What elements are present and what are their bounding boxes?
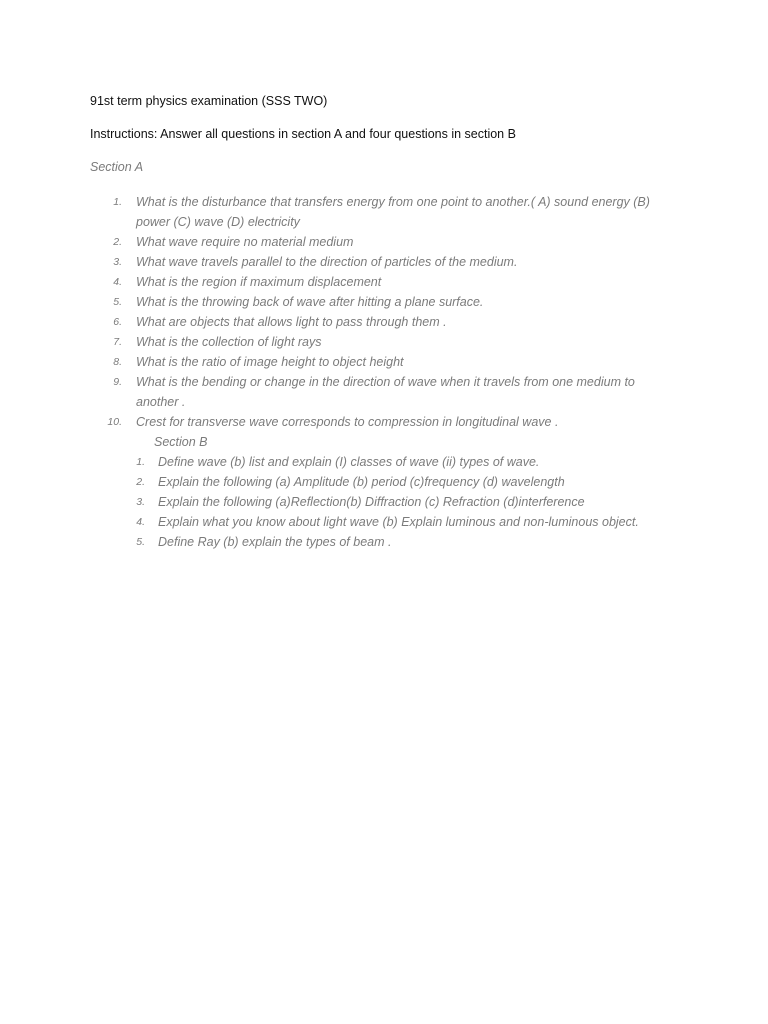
- question-text: Explain what you know about light wave (b) Explain luminous and non-luminous object.: [158, 515, 639, 529]
- question-number: 5.: [136, 536, 145, 548]
- question-number: 3.: [136, 496, 145, 508]
- section-a-question-2: [0, 232, 678, 252]
- section-b-question-2: [0, 472, 678, 492]
- question-text: What are objects that allows light to pass through them .: [136, 315, 447, 329]
- question-text: What is the collection of light rays: [136, 335, 322, 349]
- question-text: What is the disturbance that transfers energy from one point to another.( A) sound energy (B) power (C) wave (D) electricity: [136, 195, 650, 229]
- section-a-question-1: [0, 192, 678, 232]
- exam-title: 91st term physics examination (SSS TWO): [90, 94, 328, 108]
- question-number: 7.: [113, 336, 122, 348]
- question-number: 2.: [136, 476, 145, 488]
- question-text: Define Ray (b) explain the types of beam .: [158, 535, 392, 549]
- section-b-question-1: [0, 452, 678, 472]
- question-text: Explain the following (a) Amplitude (b) period (c)frequency (d) wavelength: [158, 475, 565, 489]
- question-text: What is the ratio of image height to object height: [136, 355, 404, 369]
- question-number: 2.: [113, 236, 122, 248]
- section-a-question-6: [0, 312, 678, 332]
- section-b-question-3: [0, 492, 678, 512]
- question-text: Define wave (b) list and explain (I) classes of wave (ii) types of wave.: [158, 455, 540, 469]
- exam-instructions: Instructions: Answer all questions in section A and four questions in section B: [90, 127, 516, 141]
- question-number: 6.: [113, 316, 122, 328]
- question-list: [0, 192, 678, 552]
- question-text: What is the throwing back of wave after hitting a plane surface.: [136, 295, 484, 309]
- question-number: 1.: [113, 196, 122, 208]
- question-text: What is the region if maximum displacement: [136, 275, 382, 289]
- question-text: What is the bending or change in the direction of wave when it travels from one medium to another .: [136, 375, 635, 409]
- question-text: What wave require no material medium: [136, 235, 354, 249]
- section-a-question-7: [0, 332, 678, 352]
- section-a-heading: Section A: [90, 160, 144, 174]
- question-number: 4.: [113, 276, 122, 288]
- question-text: Crest for transverse wave corresponds to compression in longitudinal wave .: [136, 415, 559, 429]
- question-text: What wave travels parallel to the direction of particles of the medium.: [136, 255, 518, 269]
- question-number: 9.: [113, 376, 122, 388]
- question-number: 4.: [136, 516, 145, 528]
- question-number: 1.: [136, 456, 145, 468]
- section-b-question-5: [0, 532, 678, 552]
- question-text: Explain the following (a)Reflection(b) Diffraction (c) Refraction (d)interference: [158, 495, 585, 509]
- section-a-question-8: [0, 352, 678, 372]
- section-a-question-5: [0, 292, 678, 312]
- question-number: 10.: [107, 416, 122, 428]
- section-a-question-9: [0, 372, 678, 412]
- section-a-question-10: [0, 412, 678, 432]
- question-number: 3.: [113, 256, 122, 268]
- section-b-question-4: [0, 512, 678, 532]
- section-b-heading: Section B: [154, 435, 208, 449]
- section-a-question-4: [0, 272, 678, 292]
- question-number: 5.: [113, 296, 122, 308]
- question-number: 8.: [113, 356, 122, 368]
- section-a-question-3: [0, 252, 678, 272]
